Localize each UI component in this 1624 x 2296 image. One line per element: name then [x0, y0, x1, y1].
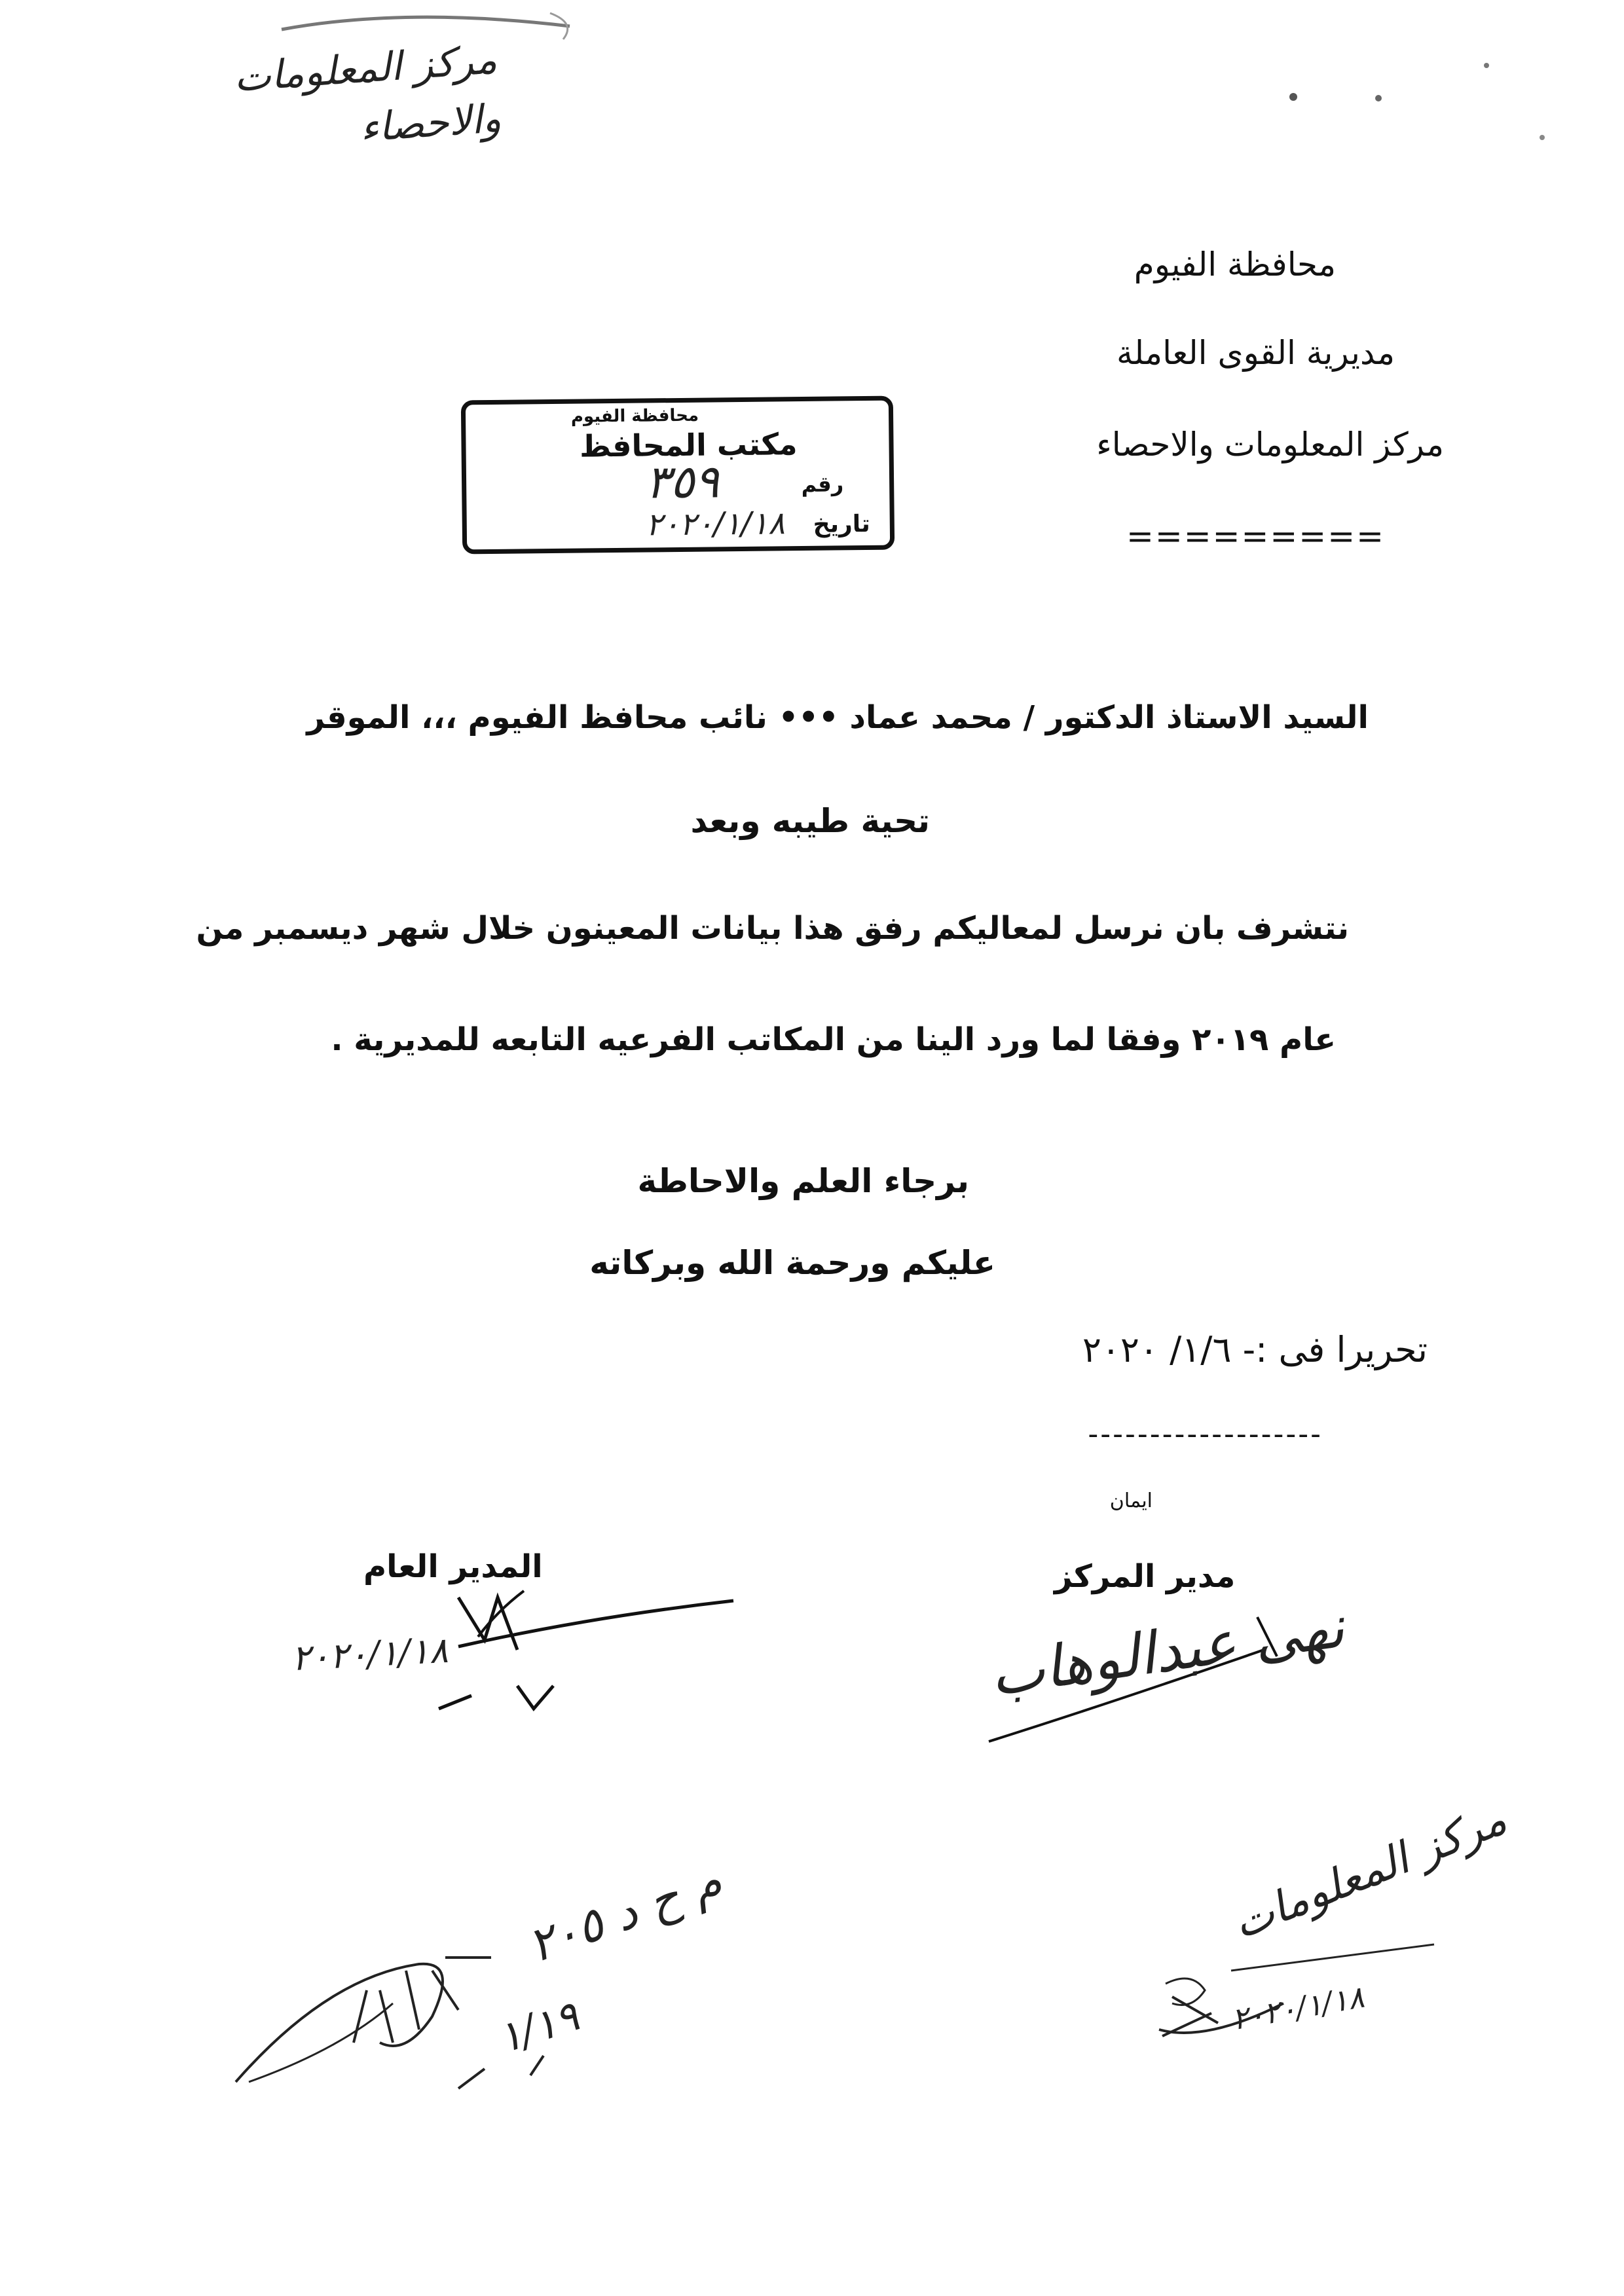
letter-paragraph-line1: نتشرف بان نرسل لمعاليكم رفق هذا بيانات المعينون خلال شهر ديسمبر من: [196, 910, 1349, 947]
typist-name: ايمان: [1109, 1489, 1153, 1512]
header-directorate: مديرية القوى العاملة: [1116, 334, 1395, 372]
stamp-number-label: رقم: [801, 471, 844, 498]
general-manager-title: المدير العام: [363, 1548, 543, 1585]
center-manager-signature: نهى عبدالوهاب: [986, 1592, 1348, 1709]
stamp-number-value: ٣٥٩: [644, 454, 720, 509]
center-manager-title: مدير المركز: [1054, 1558, 1236, 1595]
bottom-left-handwritten-note: م ح د ٢٠٥: [520, 1852, 729, 1974]
handwritten-note-line1: مركز المعلومات: [232, 37, 499, 101]
bottom-right-handwritten-date: ٢٠٢٠/١/١٨: [1228, 1978, 1367, 2037]
letter-addressee: السيد الاستاذ الدكتور / محمد عماد ••• نائب محافظ الفيوم ،،، الموقر: [306, 699, 1369, 736]
handwritten-note-line2: والاحصاء: [358, 95, 503, 151]
letter-paragraph-line2: عام ٢٠١٩ وفقا لما ورد الينا من المكاتب الفرعيه التابعه للمديرية .: [331, 1021, 1336, 1058]
stamp-title: مكتب المحافظ: [579, 426, 798, 464]
stamp-date-label: تاريخ: [813, 510, 871, 538]
header-governorate: محافظة الفيوم: [1134, 246, 1336, 283]
letter-closing-1: برجاء العلم والاحاطة: [637, 1162, 969, 1200]
stamp-title-small: محافظة الفيوم: [570, 405, 699, 427]
general-manager-signature-date: ٢٠٢٠/١/١٨: [290, 1629, 449, 1679]
bottom-left-handwritten-number: ١/١٩: [492, 1992, 585, 2064]
letter-closing-2: عليكم ورحمة الله وبركاته: [589, 1244, 995, 1282]
letter-greeting: تحية طيبه وبعد: [690, 802, 930, 840]
stamp-date-value: ٢٠٢٠/١/١٨: [645, 505, 786, 543]
letter-date-line: تحريرا فى :- ١/٦/ ٢٠٢٠: [1082, 1329, 1428, 1370]
letter-dash-line: -------------------: [1088, 1417, 1323, 1451]
header-separator: =========: [1126, 517, 1385, 555]
bottom-right-handwritten-note: مركز المعلومات: [1225, 1793, 1513, 1950]
header-center: مركز المعلومات والاحصاء: [1096, 426, 1444, 464]
